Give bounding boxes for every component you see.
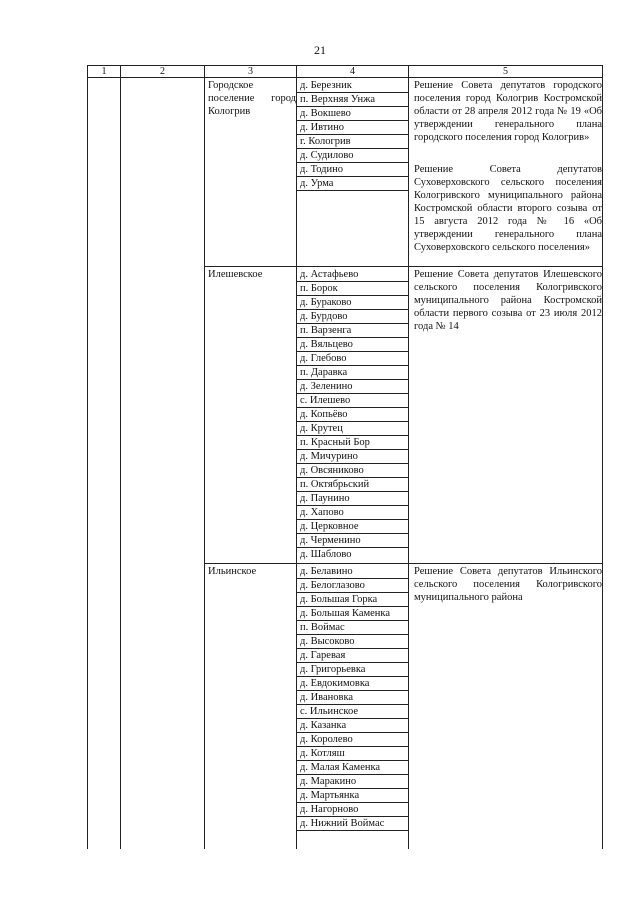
village-row-line bbox=[296, 190, 408, 191]
village-cell: д. Судилово bbox=[300, 150, 354, 161]
header-col-2: 2 bbox=[160, 66, 165, 77]
village-cell: д. Ивтино bbox=[300, 122, 344, 133]
village-cell: д. Вокшево bbox=[300, 108, 351, 119]
village-row-line bbox=[296, 120, 408, 121]
header-bottom-border bbox=[87, 77, 602, 78]
village-cell: д. Белоглазово bbox=[300, 580, 365, 591]
village-cell: д. Бурдово bbox=[300, 311, 348, 322]
village-cell: д. Гаревая bbox=[300, 650, 346, 661]
village-cell: д. Мичурино bbox=[300, 451, 358, 462]
group-separator-1 bbox=[204, 266, 602, 267]
village-row-line bbox=[296, 718, 408, 719]
village-cell: д. Паунино bbox=[300, 493, 350, 504]
village-row-line bbox=[296, 491, 408, 492]
village-cell: д. Хапово bbox=[300, 507, 344, 518]
village-cell: п. Красный Бор bbox=[300, 437, 370, 448]
village-cell: д. Тодино bbox=[300, 164, 343, 175]
village-cell: д. Мартьянка bbox=[300, 790, 360, 801]
village-row-line bbox=[296, 547, 408, 548]
village-cell: д. Нагорново bbox=[300, 804, 359, 815]
settlement-ileshevskoe: Илешевское bbox=[208, 269, 263, 280]
village-row-line bbox=[296, 533, 408, 534]
village-cell: с. Илешево bbox=[300, 395, 351, 406]
header-col-3: 3 bbox=[248, 66, 253, 77]
village-row-line bbox=[296, 606, 408, 607]
village-cell: д. Урма bbox=[300, 178, 334, 189]
village-cell: д. Высоково bbox=[300, 636, 355, 647]
village-cell: с. Ильинское bbox=[300, 706, 359, 717]
village-cell: п. Октябрьский bbox=[300, 479, 370, 490]
village-cell: п. Варзенга bbox=[300, 325, 352, 336]
village-row-line bbox=[296, 407, 408, 408]
village-row-line bbox=[296, 519, 408, 520]
village-cell: д. Маракино bbox=[300, 776, 357, 787]
village-cell: д. Григорьевка bbox=[300, 664, 366, 675]
village-row-line bbox=[296, 816, 408, 817]
village-cell: д. Вяльцево bbox=[300, 339, 353, 350]
village-cell: д. Королево bbox=[300, 734, 353, 745]
village-row-line bbox=[296, 620, 408, 621]
village-cell: д. Шаблово bbox=[300, 549, 352, 560]
group-separator-2 bbox=[204, 563, 602, 564]
village-cell: д. Большая Горка bbox=[300, 594, 378, 605]
village-row-line bbox=[296, 379, 408, 380]
village-row-line bbox=[296, 676, 408, 677]
column-line-1 bbox=[120, 65, 121, 849]
village-cell: д. Казанка bbox=[300, 720, 347, 731]
village-cell: д. Нижний Воймас bbox=[300, 818, 385, 829]
village-row-line bbox=[296, 634, 408, 635]
village-row-line bbox=[296, 578, 408, 579]
page-number: 21 bbox=[314, 43, 326, 57]
village-row-line bbox=[296, 309, 408, 310]
village-row-line bbox=[296, 176, 408, 177]
village-row-line bbox=[296, 281, 408, 282]
village-row-line bbox=[296, 393, 408, 394]
village-cell: д. Березник bbox=[300, 80, 352, 91]
village-row-line bbox=[296, 788, 408, 789]
village-row-line bbox=[296, 648, 408, 649]
village-row-line bbox=[296, 463, 408, 464]
village-row-line bbox=[296, 162, 408, 163]
village-cell: д. Черменино bbox=[300, 535, 361, 546]
village-cell: д. Крутец bbox=[300, 423, 343, 434]
settlement-ilinskoe: Ильинское bbox=[208, 566, 257, 577]
village-row-line bbox=[296, 505, 408, 506]
column-line-right bbox=[602, 65, 603, 849]
village-cell: д. Ивановка bbox=[300, 692, 354, 703]
header-col-1: 1 bbox=[101, 66, 107, 77]
village-row-line bbox=[296, 662, 408, 663]
village-cell: п. Воймас bbox=[300, 622, 345, 633]
decision-ilinskoe: Решение Совета депутатов Ильинского сельского поселения Кологривского муниципального района bbox=[414, 566, 602, 603]
village-row-line bbox=[296, 774, 408, 775]
village-row-line bbox=[296, 802, 408, 803]
village-row-line bbox=[296, 477, 408, 478]
village-cell: д. Зеленино bbox=[300, 381, 353, 392]
village-row-line bbox=[296, 295, 408, 296]
village-row-line bbox=[296, 365, 408, 366]
village-row-line bbox=[296, 337, 408, 338]
decision-kologriv: Решение Совета депутатов городского поселения город Кологрив Костромской области от 28 апреля 2012 года № 19 «Об утверждении генерального плана городского поселения город Кологрив» bbox=[414, 80, 602, 143]
village-cell: д. Большая Каменка bbox=[300, 608, 391, 619]
village-row-line bbox=[296, 746, 408, 747]
village-row-line bbox=[296, 323, 408, 324]
village-cell: п. Борок bbox=[300, 283, 338, 294]
village-row-line bbox=[296, 92, 408, 93]
village-cell: д. Белавино bbox=[300, 566, 353, 577]
village-row-line bbox=[296, 690, 408, 691]
decision-sukhoverkhovskoe: Решение Совета депутатов Суховерховского сельского поселения Кологривского муниципального района Костромской области второго созыва от 15 августа 2012 года № 16 «Об утверждении генерального плана Суховерховского сельского поселения» bbox=[414, 164, 602, 253]
column-line-left bbox=[87, 65, 88, 849]
village-cell: д. Овсяниково bbox=[300, 465, 364, 476]
village-cell: п. Верхняя Унжа bbox=[300, 94, 375, 105]
village-row-line bbox=[296, 449, 408, 450]
village-row-line bbox=[296, 435, 408, 436]
village-row-line bbox=[296, 421, 408, 422]
village-cell: д. Церковное bbox=[300, 521, 359, 532]
village-cell: д. Копьёво bbox=[300, 409, 348, 420]
village-cell: д. Евдокимовка bbox=[300, 678, 370, 689]
village-cell: п. Даравка bbox=[300, 367, 348, 378]
village-row-line bbox=[296, 760, 408, 761]
header-col-4: 4 bbox=[350, 66, 355, 77]
village-row-line bbox=[296, 106, 408, 107]
village-row-line bbox=[296, 134, 408, 135]
column-line-2 bbox=[204, 65, 205, 849]
village-cell: д. Котляш bbox=[300, 748, 345, 759]
header-col-5: 5 bbox=[503, 66, 508, 77]
village-cell: д. Глебово bbox=[300, 353, 347, 364]
village-cell: д. Бураково bbox=[300, 297, 352, 308]
village-row-line bbox=[296, 830, 408, 831]
village-cell: г. Кологрив bbox=[300, 136, 351, 147]
column-line-4 bbox=[408, 65, 409, 849]
village-cell: д. Малая Каменка bbox=[300, 762, 381, 773]
village-row-line bbox=[296, 592, 408, 593]
village-cell: д. Астафьево bbox=[300, 269, 359, 280]
village-row-line bbox=[296, 351, 408, 352]
decision-ileshevskoe: Решение Совета депутатов Илешевского сельского поселения Кологривского муниципального района Костромской области первого созыва от 23 июля 2012 года № 14 bbox=[414, 269, 602, 332]
village-row-line bbox=[296, 732, 408, 733]
settlement-kologriv: Городское поселение город Кологрив bbox=[208, 80, 296, 117]
village-row-line bbox=[296, 704, 408, 705]
village-row-line bbox=[296, 148, 408, 149]
